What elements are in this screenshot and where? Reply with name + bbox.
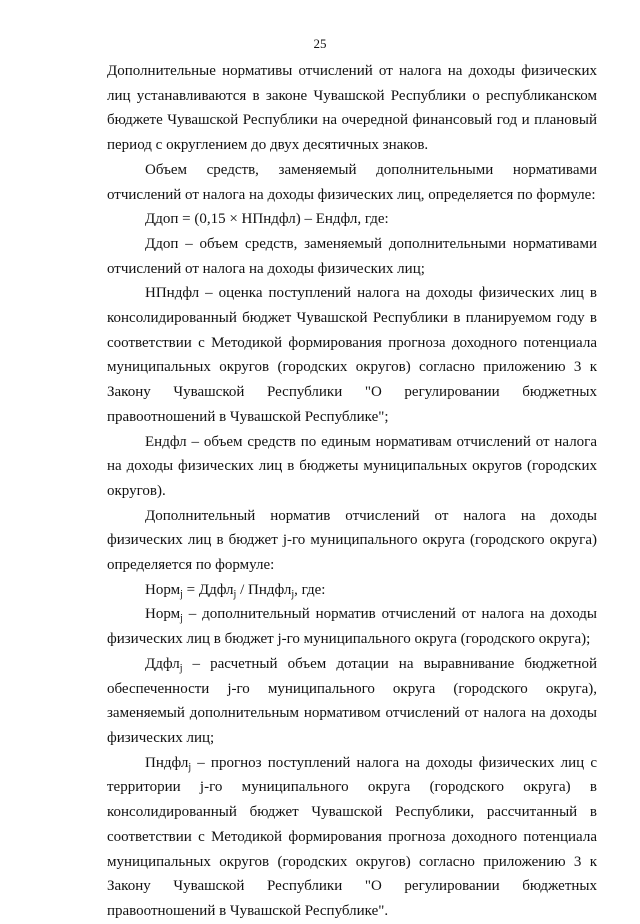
formula-subscript: j <box>291 588 295 600</box>
definition-text: – расчетный объем дотации на выравнивание бюджетной обеспеченности j-го муниципального округа (городского округа), заменяемый дополнительным нормативом отчислений от налога на доходы физических лиц; <box>107 655 597 746</box>
paragraph-norm-formula-intro: Дополнительный норматив отчислений от налога на доходы физических лиц в бюджет j-го муниципального округа (городского округа) определяется по формуле: <box>107 507 597 574</box>
definition-subscript: j <box>180 613 183 625</box>
formula-subscript: j <box>233 588 237 600</box>
definition-text: – прогноз поступлений налога на доходы физических лиц с территории j-го муниципального округа (городского округа) в консолидированный бюджет Чувашской Республики, рассчитанный в соответствии с Методикой формирования прогноза доходного потенциала муниципальных округов (городских округов) согласно приложению 3 к Закону Чувашской Республики "О регулировании бюджетных правоотношений в Чувашской Республике". <box>107 754 597 919</box>
definition-norm <box>107 602 597 651</box>
definition-ddfl <box>107 652 597 751</box>
formula-subscript: j <box>180 588 183 600</box>
definition-ddop: Ддоп – объем средств, заменяемый дополнительными нормативами отчислений от налога на доходы физических лиц; <box>107 235 597 277</box>
paragraph-additional-norms: Дополнительные нормативы отчислений от налога на доходы физических лиц устанавливаются в законе Чувашской Республики о республиканском бюджете Чувашской Республики на очередной финансовый год и плановый период с округлением до двух десятичных знаков. <box>107 63 597 154</box>
formula-term-pndfl: / Пндфл <box>236 581 292 598</box>
definition-term: Ддфл <box>145 655 180 672</box>
formula-term-ddfl: = Ддфл <box>182 581 234 598</box>
document-body <box>107 59 597 924</box>
page-number: 25 <box>313 36 327 51</box>
formula-suffix: , где: <box>294 581 326 598</box>
paragraph-volume-formula-intro: Объем средств, заменяемый дополнительными нормативами отчислений от налога на доходы физических лиц, определяется по формуле: <box>107 161 597 203</box>
definition-endfl: Ендфл – объем средств по единым нормативам отчислений от налога на доходы физических лиц в бюджеты муниципальных округов (городских округов). <box>107 433 597 499</box>
definition-subscript: j <box>188 761 192 773</box>
definition-term: Норм <box>145 606 181 623</box>
formula-norm <box>107 578 597 603</box>
definition-term: Пндфл <box>145 754 189 771</box>
definition-text: – дополнительный норматив отчислений от налога на доходы физических лиц в бюджет j-го муниципального округа (городского округа); <box>107 606 597 648</box>
formula-ddop: Ддоп = (0,15 × НПндфл) – Ендфл, где: <box>145 211 389 228</box>
formula-term-norm: Норм <box>145 581 181 598</box>
definition-pndfl <box>107 751 597 924</box>
definition-npndfl: НПндфл – оценка поступлений налога на доходы физических лиц в консолидированный бюджет Чувашской Республики в планируемом году в соответствии с Методикой формирования прогноза доходного потенциала муниципальных округов (городских округов) согласно приложению 3 к Закону Чувашской Республики "О регулировании бюджетных правоотношений в Чувашской Республике"; <box>107 285 597 425</box>
definition-subscript: j <box>179 662 183 674</box>
